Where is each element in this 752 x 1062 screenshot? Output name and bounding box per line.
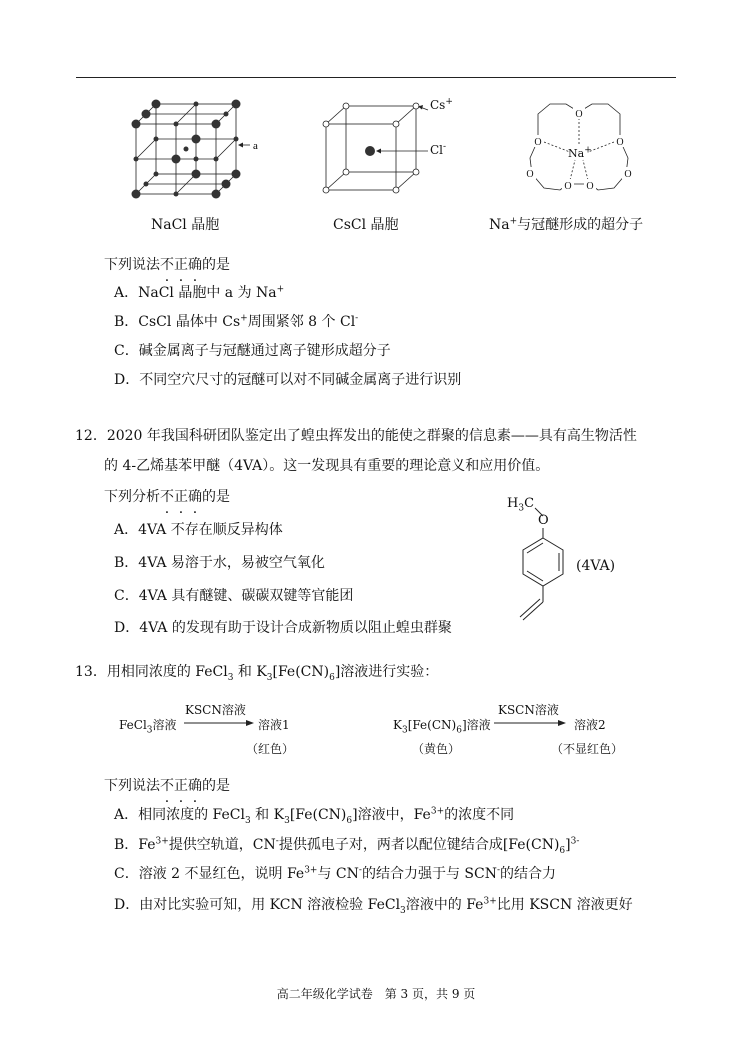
crown-oxygen: O [526, 169, 534, 180]
r2-arrow [494, 718, 568, 728]
crown-oxygen: O [586, 181, 594, 192]
r2-color: （不显红色） [551, 742, 624, 756]
q13-line1: 13．用相同浓度的 FeCl$_3$ 和 $K_3[Fe(CN)_6]$溶液进行实验： [75, 664, 439, 683]
q12-option-b[interactable]: B．4VA 易溶于水，易被空气氧化 [114, 555, 325, 571]
crown-na-ion: Na+ [568, 145, 592, 160]
r1-product: 溶液1 [258, 718, 290, 732]
cscl-label-cs: Cs+ [430, 97, 453, 112]
q11-option-c[interactable]: C．碱金属离子与冠醚通过离子键形成超分子 [114, 343, 391, 359]
crown-caption: Na+与冠醚形成的超分子 [489, 216, 644, 233]
r2-reactant-color: （黄色） [412, 742, 461, 756]
q11-option-a[interactable]: A．NaCl 晶胞中 a 为 Na+ [114, 284, 285, 301]
r1-color: （红色） [246, 742, 295, 756]
q12-line2: 的 4-乙烯基苯甲醚（4VA）。这一发现具有重要的理论意义和应用价值。 [104, 458, 550, 474]
nacl-label-a: a [253, 140, 258, 152]
q12-option-a[interactable]: A．4VA 不存在顺反异构体 [114, 522, 283, 538]
nacl-caption: NaCl 晶胞 [151, 217, 220, 233]
q12-line1: 12．2020 年我国科研团队鉴定出了蝗虫挥发出的能使之群聚的信息素——具有高生物活性 [75, 428, 637, 444]
r1-reactant: FeCl$_3$溶液 [119, 718, 177, 736]
q13-stem: 下列说法不正确的是 [104, 778, 230, 794]
q12-option-d[interactable]: D．4VA 的发现有助于设计合成新物质以阻止蝗虫群聚 [114, 620, 452, 636]
crown-oxygen: O [564, 181, 572, 192]
nacl-unit-cell-figure [128, 96, 278, 206]
q12-stem: 下列分析不正确的是 [104, 489, 230, 505]
crown-oxygen: O [616, 137, 624, 148]
4va-label: (4VA) [576, 558, 616, 574]
q13-option-c[interactable]: C．溶液 2 不显红色，说明 $Fe^{3+}$与 CN-的结合力强于与 SCN-的结合力 [114, 865, 557, 882]
header-rule [76, 77, 676, 78]
q13-option-b[interactable]: B．$Fe^{3+}$提供空轨道，CN-提供孤电子对，两者以配位键结合成$[Fe(CN)_6]^{3-}$ [114, 836, 580, 856]
crown-oxygen: O [575, 109, 583, 120]
r1-reagent: KSCN溶液 [185, 703, 246, 717]
q11-option-b[interactable]: B．CsCl 晶体中 Cs+周围紧邻 8 个 Cl- [114, 313, 359, 330]
r2-reagent: KSCN溶液 [498, 703, 559, 717]
q11-stem: 下列说法不正确的是 [104, 257, 230, 273]
r2-product: 溶液2 [574, 718, 606, 732]
cscl-caption: CsCl 晶胞 [333, 217, 399, 233]
q11-option-d[interactable]: D．不同空穴尺寸的冠醚可以对不同碱金属离子进行识别 [114, 372, 462, 388]
r2-reactant: $K_3[Fe(CN)_6]$溶液 [393, 718, 491, 736]
r1-arrow [184, 718, 256, 728]
cscl-label-cl: Cl- [430, 142, 447, 157]
4va-structure-figure [505, 490, 585, 630]
4va-oxygen: O [538, 513, 549, 528]
crown-oxygen: O [624, 169, 632, 180]
q12-option-c[interactable]: C．4VA 具有醚键、碳碳双键等官能团 [114, 588, 354, 604]
crown-oxygen: O [534, 137, 542, 148]
q13-option-a[interactable]: A．相同浓度的 FeCl$_3$ 和 $K_3[Fe(CN)_6]$溶液中，$Fe^{3+}$的浓度不同 [114, 806, 515, 826]
4va-h3c: $H_3C$ [507, 496, 535, 514]
page-footer: 高二年级化学试卷 第 3 页，共 9 页 [276, 987, 476, 1001]
q13-option-d[interactable]: D．由对比实验可知，用 KCN 溶液检验 FeCl$_3$溶液中的 $Fe^{3+}$比用 KSCN 溶液更好 [114, 896, 633, 916]
